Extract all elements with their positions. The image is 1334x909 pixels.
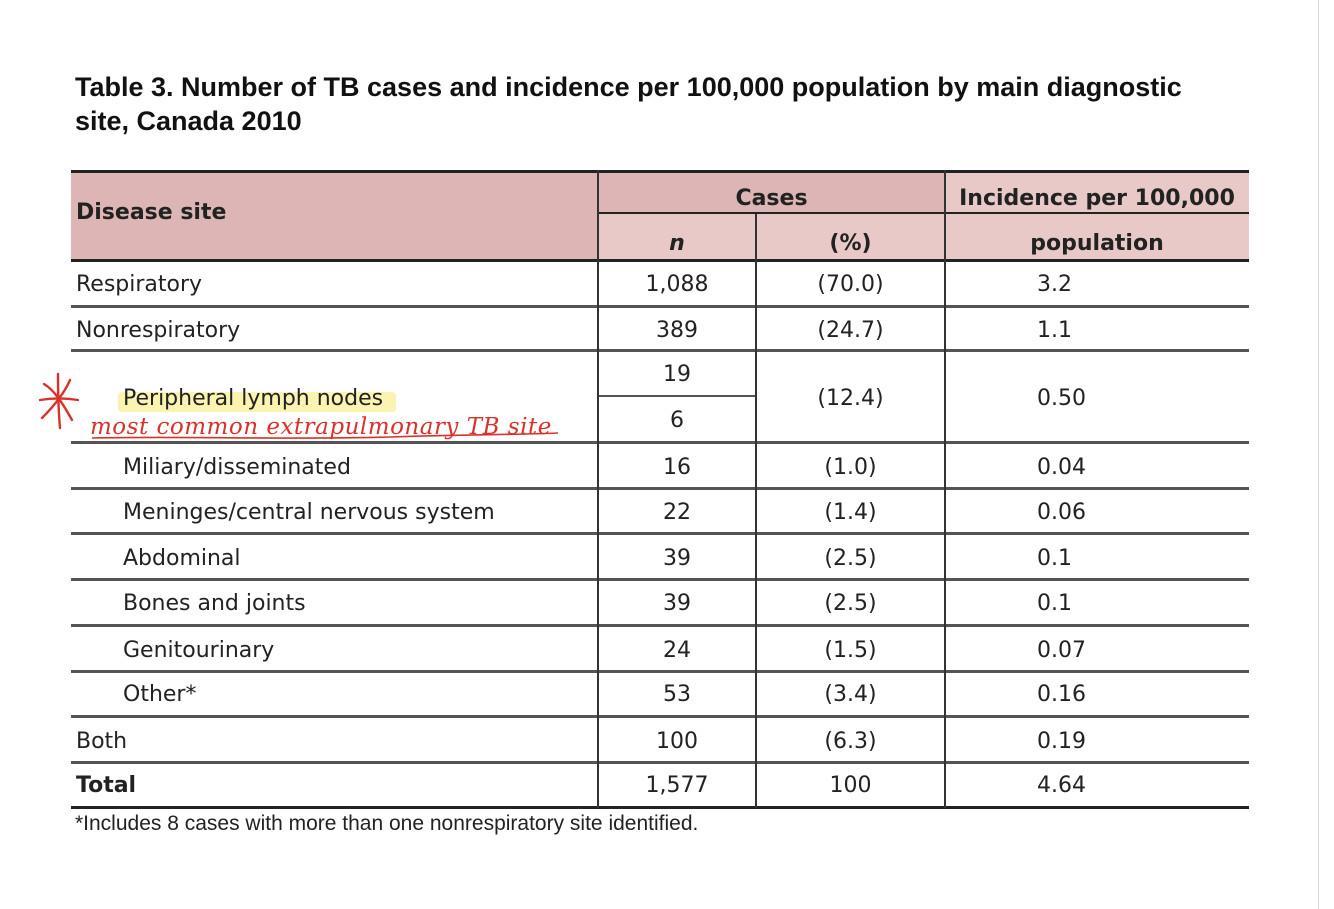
rule-row-5 bbox=[71, 532, 1249, 535]
title-line-1: Table 3. Number of TB cases and incidence per 100,000 population by main diagnostic bbox=[75, 72, 1182, 102]
row-incidence: 0.1 bbox=[1037, 591, 1072, 616]
header-pct: (%) bbox=[829, 231, 872, 256]
row-n: 39 bbox=[663, 591, 691, 616]
header-n: n bbox=[669, 231, 685, 256]
row-site-bones: Bones and joints bbox=[123, 591, 306, 616]
row-incidence: 0.1 bbox=[1037, 546, 1072, 571]
row-site-peripheral-lymph-nodes: Peripheral lymph nodes bbox=[123, 386, 384, 411]
rule-top bbox=[71, 170, 1249, 173]
row-incidence: 0.04 bbox=[1037, 455, 1086, 480]
vrule-3 bbox=[944, 170, 946, 808]
vrule-1 bbox=[597, 170, 599, 808]
footnote: *Includes 8 cases with more than one nonrespiratory site identified. bbox=[75, 812, 699, 835]
rule-row-1 bbox=[71, 305, 1249, 308]
row-n: 100 bbox=[656, 729, 698, 754]
row-n-lower: 6 bbox=[670, 408, 684, 433]
row-incidence: 0.06 bbox=[1037, 500, 1086, 525]
row-n: 1,088 bbox=[645, 272, 709, 297]
row-n: 24 bbox=[663, 638, 691, 663]
page-edge bbox=[1318, 0, 1319, 909]
row-pct: (1.5) bbox=[824, 638, 877, 663]
rule-row-6 bbox=[71, 578, 1249, 581]
row-pct: (2.5) bbox=[824, 591, 877, 616]
row-incidence: 3.2 bbox=[1037, 272, 1072, 297]
asterisk-annotation-icon bbox=[36, 370, 82, 432]
tb-cases-table bbox=[71, 170, 1249, 810]
row-pct: (3.4) bbox=[824, 682, 877, 707]
row-pct: 100 bbox=[829, 773, 872, 798]
row-incidence: 0.19 bbox=[1037, 729, 1086, 754]
row-site-respiratory: Respiratory bbox=[76, 272, 203, 297]
row-pct: (12.4) bbox=[817, 386, 884, 411]
title-line-2: site, Canada 2010 bbox=[75, 106, 302, 136]
row-incidence: 0.07 bbox=[1037, 638, 1086, 663]
row-n: 389 bbox=[656, 318, 698, 343]
rule-row-10 bbox=[71, 761, 1249, 764]
row-n-upper: 19 bbox=[663, 362, 691, 387]
handwritten-underline bbox=[90, 430, 560, 444]
row-n: 22 bbox=[663, 500, 691, 525]
rule-row-4 bbox=[71, 487, 1249, 490]
row-incidence: 4.64 bbox=[1037, 773, 1086, 798]
row-site-abdominal: Abdominal bbox=[123, 546, 241, 571]
row-n: 39 bbox=[663, 546, 691, 571]
row-site-miliary: Miliary/disseminated bbox=[123, 455, 351, 480]
rule-row-2 bbox=[71, 349, 1249, 352]
row-pct: (2.5) bbox=[824, 546, 877, 571]
rule-row-8 bbox=[71, 670, 1249, 673]
rule-row-7 bbox=[71, 624, 1249, 627]
rule-header-bottom bbox=[71, 259, 1249, 262]
header-incidence-2: population bbox=[1030, 231, 1164, 256]
row-n: 16 bbox=[663, 455, 691, 480]
row-incidence: 0.16 bbox=[1037, 682, 1086, 707]
row-pct: (6.3) bbox=[824, 729, 877, 754]
row-site-other: Other* bbox=[123, 682, 197, 707]
row-n: 53 bbox=[663, 682, 691, 707]
rule-bottom bbox=[71, 806, 1249, 809]
rule-header-mid bbox=[598, 212, 1249, 214]
row-site-nonrespiratory: Nonrespiratory bbox=[76, 318, 241, 343]
header-incidence-1: Incidence per 100,000 bbox=[959, 186, 1235, 211]
row-site-genitourinary: Genitourinary bbox=[123, 638, 275, 663]
row-pct: (1.4) bbox=[824, 500, 877, 525]
header-disease-site: Disease site bbox=[76, 200, 227, 225]
rule-row-9 bbox=[71, 715, 1249, 718]
table-title bbox=[75, 70, 1305, 138]
row-incidence: 0.50 bbox=[1037, 386, 1086, 411]
row-incidence: 1.1 bbox=[1037, 318, 1072, 343]
row-pct: (24.7) bbox=[817, 318, 884, 343]
handwritten-note: most common extrapulmonary TB site bbox=[90, 414, 552, 440]
row-pct: (70.0) bbox=[817, 272, 884, 297]
rule-lymph-split bbox=[598, 395, 756, 397]
row-pct: (1.0) bbox=[824, 455, 877, 480]
header-cases: Cases bbox=[735, 186, 808, 211]
row-site-total: Total bbox=[76, 773, 137, 798]
row-n: 1,577 bbox=[645, 773, 709, 798]
row-site-both: Both bbox=[76, 729, 128, 754]
row-site-meninges: Meninges/central nervous system bbox=[123, 500, 495, 525]
